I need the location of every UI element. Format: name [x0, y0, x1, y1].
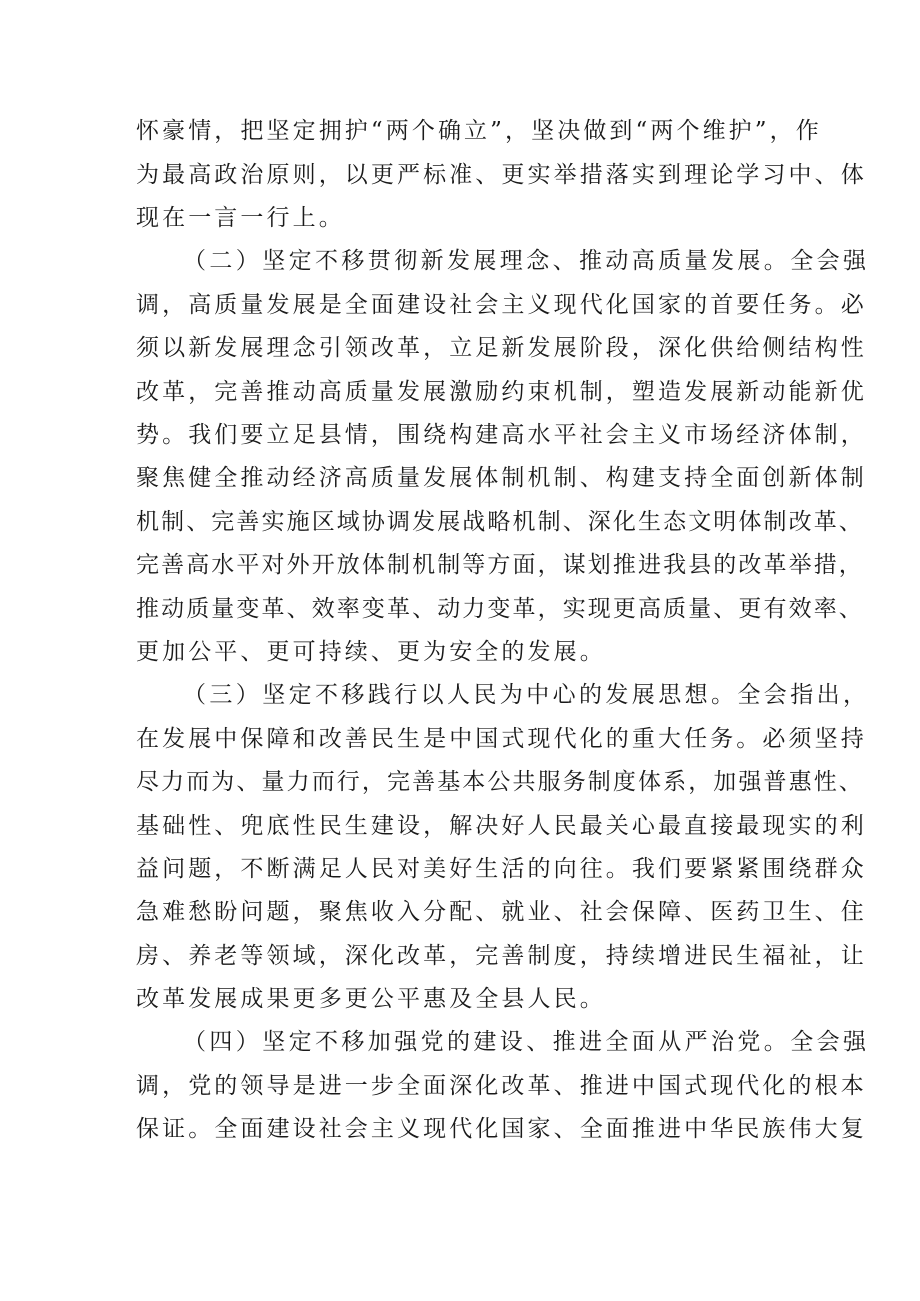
text-line: 势。我们要立足县情，围绕构建高水平社会主义市场经济体制， — [136, 422, 867, 448]
text-line: 更加公平、更可持续、更为安全的发展。 — [136, 639, 606, 665]
text-line: 尽力而为、量力而行，完善基本公共服务制度体系，加强普惠性、 — [136, 769, 864, 795]
text-line: 现在一言一行上。 — [136, 205, 345, 231]
text-line: 怀豪情，把坚定拥护“两个确立”，坚决做到“两个维护”，作 — [136, 118, 822, 144]
text-line: 急难愁盼问题，聚焦收入分配、就业、社会保障、医药卫生、住 — [136, 899, 867, 925]
text-line: 完善高水平对外开放体制机制等方面，谋划推进我县的改革举措， — [136, 552, 864, 578]
text-line: 改革，完善推动高质量发展激励约束机制，塑造发展新动能新优 — [136, 379, 867, 405]
text-line: 推动质量变革、效率变革、动力变革，实现更高质量、更有效率、 — [136, 596, 864, 622]
text-line: 机制、完善实施区域协调发展战略机制、深化生态文明体制改革、 — [136, 509, 864, 535]
text-line: 在发展中保障和改善民生是中国式现代化的重大任务。必须坚持 — [136, 726, 867, 752]
paragraph-heading-line: （三）坚定不移践行以人民为中心的发展思想。全会指出， — [183, 682, 870, 708]
text-line: 保证。全面建设社会主义现代化国家、全面推进中华民族伟大复 — [136, 1116, 867, 1142]
text-line: 益问题，不断满足人民对美好生活的向往。我们要紧紧围绕群众 — [136, 856, 867, 882]
text-line: 调，高质量发展是全面建设社会主义现代化国家的首要任务。必 — [136, 292, 867, 318]
text-line: 改革发展成果更多更公平惠及全县人民。 — [136, 986, 606, 1012]
text-line: 基础性、兜底性民生建设，解决好人民最关心最直接最现实的利 — [136, 813, 867, 839]
text-line: 调，党的领导是进一步全面深化改革、推进中国式现代化的根本 — [136, 1073, 867, 1099]
text-line: 为最高政治原则，以更严标准、更实举措落实到理论学习中、体 — [136, 162, 867, 188]
text-line: 须以新发展理念引领改革，立足新发展阶段，深化供给侧结构性 — [136, 335, 867, 361]
paragraph-heading-line: （二）坚定不移贯彻新发展理念、推动高质量发展。全会强 — [183, 248, 870, 274]
paragraph-heading-line: （四）坚定不移加强党的建设、推进全面从严治党。全会强 — [183, 1029, 870, 1055]
text-line: 聚焦健全推动经济高质量发展体制机制、构建支持全面创新体制 — [136, 465, 867, 491]
text-line: 房、养老等领域，深化改革，完善制度，持续增进民生福祉，让 — [136, 943, 867, 969]
